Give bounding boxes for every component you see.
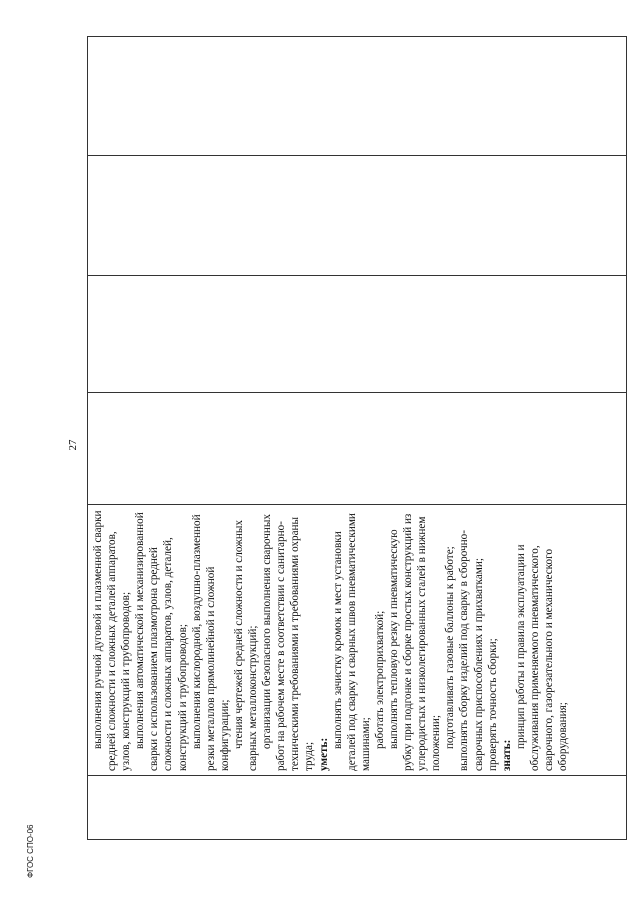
- section-heading-skills: уметь:: [317, 737, 330, 771]
- list-item: чтения чертежей средней сложности и сложных сварных металлоконструкций;: [232, 520, 260, 771]
- list-item: подготавливать газовые баллоны к работе;: [444, 546, 457, 749]
- footer-label: [26, 800, 46, 880]
- table-cell-requirements: [88, 505, 627, 776]
- table-cell-empty: [88, 393, 627, 505]
- list-item: выполнять зачистку кромок и мест установки деталей под сварку и сварных швов пневматическими машинами;: [331, 513, 372, 771]
- list-item: выполнять сборку изделий под сварку в сборочно-сварочных приспособлениях и прихватками;: [458, 530, 485, 771]
- list-item: организации безопасного выполнения сварочных работ на рабочем месте в соответствии с санитарно-техническими требованиями и требованиями охраны труда;: [261, 513, 316, 771]
- list-item: принцип работы и правила эксплуатации и обслуживания применяемого пневматического, сварочного, газорезательного и механического оборудования;: [514, 544, 570, 771]
- list-item: работать электроприхваткой;: [373, 610, 386, 749]
- page-number: 27: [67, 439, 79, 451]
- rotated-page-content: [67, 50, 627, 840]
- list-item: выполнения ручной дуговой и плазменной сварки средней сложности и сложных деталей аппаратов, узлов, конструкций и трубопроводов;: [92, 510, 133, 771]
- table-cell-empty: [88, 156, 627, 276]
- list-item: проверять точность сборки;: [486, 638, 499, 771]
- table-cell-code: [88, 776, 627, 840]
- list-item: выполнять тепловую резку и пневматическую рубку при подгонке и сборке простых конструкций из углеродистых и низколегированных сталей в нижнем положении;: [387, 513, 443, 771]
- standard-table: [87, 36, 627, 840]
- table-row: [88, 37, 627, 840]
- footer-text: ФГОС СПО-06: [26, 824, 35, 878]
- requirements-list: [91, 509, 570, 771]
- table-cell-empty: [88, 37, 627, 156]
- table-cell-empty: [88, 276, 627, 393]
- section-heading-knowledge: знать:: [500, 739, 513, 771]
- list-item: выполнения кислородной, воздушно-плазменной резки металлов прямолинейной и сложной конфигурации;: [190, 514, 231, 771]
- list-item: выполнения автоматической и механизированной сварки с использованием плазмотрона средней сложности и сложных аппаратов, узлов, деталей, конструкций и трубопроводов;: [134, 512, 189, 771]
